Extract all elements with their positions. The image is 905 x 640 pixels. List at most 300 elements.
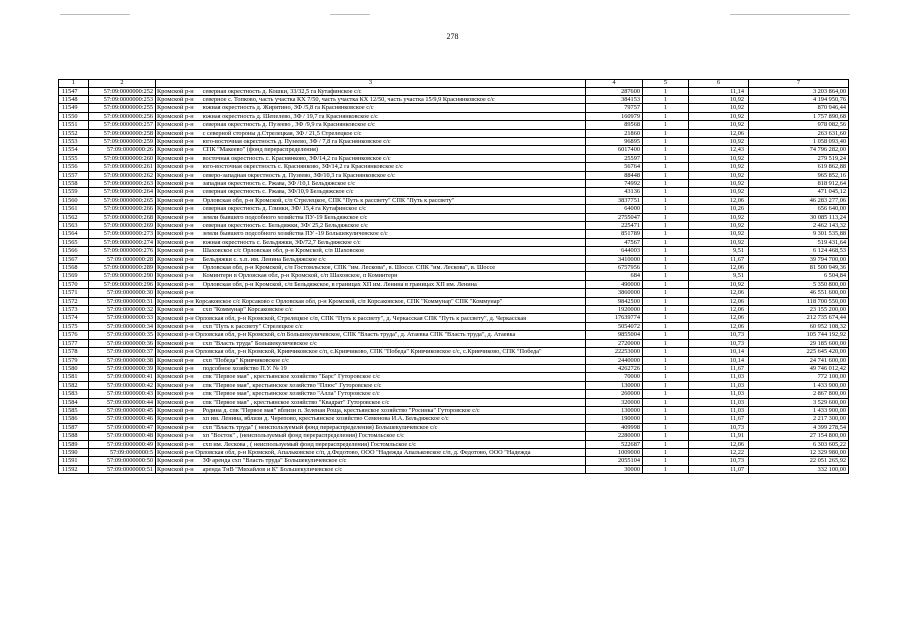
cadastral-number-cell: 57:09:0000000:269 [89, 222, 156, 230]
value-cell: 6 303 605,22 [749, 440, 849, 448]
scan-artifact [60, 14, 130, 15]
rate-cell: 10,73 [689, 339, 749, 347]
land-registry-table-container [58, 79, 848, 474]
row-number-cell: 11589 [59, 440, 89, 448]
district-label: Кромской р-н [157, 339, 194, 347]
cadastral-number-cell: 57:09:0000000:263 [89, 179, 156, 187]
value-cell: 105 744 192,92 [749, 331, 849, 339]
district-label: Кромской р-н [157, 121, 194, 129]
location-description: спк "Первое мая" , крестьянское хозяйство "Квадрат" Гуторовское с/с [202, 398, 390, 406]
row-number-cell: 11559 [59, 188, 89, 196]
cadastral-number-cell: 57:09:0000000:26 [89, 146, 156, 154]
row-number-cell: 11552 [59, 129, 89, 137]
value-cell: 3 203 864,00 [749, 87, 849, 95]
value-cell: 212 735 674,44 [749, 314, 849, 322]
cadastral-number-cell: 57:09:0000000:253 [89, 95, 156, 103]
cadastral-number-cell: 57:09:0000000:274 [89, 238, 156, 246]
value-cell: 870 946,44 [749, 104, 849, 112]
table-row [59, 272, 849, 280]
value-cell: 471 045,12 [749, 188, 849, 196]
location-description: юго-восточная окрестность с. Краснянково, ЗФ/14,2 га Краснянковское с/с [202, 163, 403, 171]
district-label: Кромской р-н [157, 390, 194, 398]
location-cell [156, 95, 586, 103]
row-number-cell: 11568 [59, 264, 89, 272]
count-cell: 1 [643, 432, 689, 440]
table-row [59, 356, 849, 364]
area-cell: 9842500 [586, 297, 643, 305]
value-cell: 818 912,64 [749, 179, 849, 187]
area-cell: 25597 [586, 154, 643, 162]
header-cell: 1 [59, 80, 89, 88]
cadastral-number-cell: 57:09:0000000:255 [89, 104, 156, 112]
row-number-cell: 11564 [59, 230, 89, 238]
rate-cell: 10,92 [689, 222, 749, 230]
location-cell [156, 457, 586, 465]
count-cell: 1 [643, 154, 689, 162]
area-cell: 3410000 [586, 255, 643, 263]
location-cell [156, 255, 586, 263]
location-description: юго-восточная окрестность д. Пузеево, ЗФ / 7,8 га Краснянковское с/с [202, 137, 391, 145]
table-row [59, 289, 849, 297]
location-cell [156, 289, 586, 297]
district-label: Кромской р-н [157, 423, 194, 431]
area-cell: 89568 [586, 121, 643, 129]
cadastral-number-cell: 57:09:0000000:290 [89, 272, 156, 280]
table-row [59, 280, 849, 288]
rate-cell: 10,26 [689, 205, 749, 213]
value-cell: 332 100,00 [749, 465, 849, 473]
location-description: западная окрестность с. Ржава, ЗФ /10,1 Бельдяжское с/с [202, 179, 356, 187]
count-cell: 1 [643, 121, 689, 129]
rate-cell: 10,73 [689, 331, 749, 339]
area-cell: 490000 [586, 280, 643, 288]
value-cell: 1 433 900,00 [749, 406, 849, 414]
location-description: ЗФ аренда схп "Власть труда" Большекуличевское с/с [202, 457, 347, 465]
location-description: северная окрестность с. Бельдяжки, ЗФ/ 25,2 Бельдяжское с/с [202, 222, 368, 229]
area-cell: 70000 [586, 373, 643, 381]
table-row [59, 406, 849, 414]
area-cell: 6017400 [586, 146, 643, 154]
location-cell [156, 390, 586, 398]
cadastral-number-cell: 57:09:0000000:276 [89, 247, 156, 255]
header-cell: 2 [89, 80, 156, 88]
row-number-cell: 11579 [59, 356, 89, 364]
rate-cell: 11,03 [689, 390, 749, 398]
row-number-cell: 11547 [59, 87, 89, 95]
district-label: Кромской р-н [157, 95, 194, 103]
location-cell [156, 205, 586, 213]
header-cell: 5 [643, 80, 689, 88]
table-row [59, 297, 849, 305]
cadastral-number-cell: 57:09:0000000:43 [89, 390, 156, 398]
count-cell: 1 [643, 247, 689, 255]
location-description: схп "Коммунар" Корсаковское с/с [202, 306, 293, 314]
row-number-cell: 11586 [59, 415, 89, 423]
district-label: Кромской р-н [157, 440, 194, 448]
location-description: восточная окрестность с. Краснянково, ЗФ/14,2 га Краснянковское с/с [202, 154, 391, 162]
value-cell: 29 185 600,00 [749, 339, 849, 347]
district-label: Кромской р-н [157, 432, 194, 440]
row-number-cell: 11573 [59, 306, 89, 314]
count-cell: 1 [643, 415, 689, 423]
cadastral-number-cell: 57:09:0000000:36 [89, 339, 156, 347]
row-number-cell: 11592 [59, 465, 89, 473]
row-number-cell: 11569 [59, 272, 89, 280]
area-cell: 130000 [586, 406, 643, 414]
area-cell: 1920000 [586, 306, 643, 314]
district-label: Кромской р-н [157, 264, 194, 272]
count-cell: 1 [643, 230, 689, 238]
district-label: Кромской р-н [157, 398, 194, 406]
location-cell [156, 104, 586, 112]
location-cell [156, 137, 586, 145]
area-cell: 88448 [586, 171, 643, 179]
count-cell: 1 [643, 314, 689, 322]
row-number-cell: 11551 [59, 121, 89, 129]
header-cell: 7 [749, 80, 849, 88]
location-cell [156, 339, 586, 347]
cadastral-number-cell: 57:09:0000000:42 [89, 381, 156, 389]
location-description: Орловская обл, р-н Кромской, Стрелецкое с/п, СПК "Путь к рассвету", д. Черкасская СПК "Путь к рассвету", д. Черкасская [195, 314, 527, 322]
location-cell [156, 440, 586, 448]
location-cell [156, 247, 586, 255]
count-cell: 1 [643, 322, 689, 330]
table-row [59, 179, 849, 187]
rate-cell: 12,22 [689, 448, 749, 456]
value-cell: 4 194 950,76 [749, 95, 849, 103]
value-cell: 2 217 300,00 [749, 415, 849, 423]
area-cell: 287600 [586, 87, 643, 95]
cadastral-number-cell: 57:09:0000000:35 [89, 331, 156, 339]
row-number-cell: 11561 [59, 205, 89, 213]
value-cell: 5 350 800,00 [749, 280, 849, 288]
location-cell [156, 179, 586, 187]
cadastral-number-cell: 57:09:0000000:46 [89, 415, 156, 423]
value-cell: 23 155 200,00 [749, 306, 849, 314]
area-cell: 260000 [586, 390, 643, 398]
row-number-cell: 11588 [59, 432, 89, 440]
value-cell: 619 862,88 [749, 163, 849, 171]
table-row [59, 381, 849, 389]
count-cell: 1 [643, 331, 689, 339]
area-cell: 17639774 [586, 314, 643, 322]
rate-cell: 10,14 [689, 348, 749, 356]
rate-cell: 10,92 [689, 213, 749, 221]
district-label: Кромской р-н [157, 154, 194, 162]
row-number-cell: 11555 [59, 154, 89, 162]
district-label: Кромской р-н [157, 306, 194, 314]
rate-cell: 11,67 [689, 364, 749, 372]
area-cell: 409998 [586, 423, 643, 431]
location-description: Орловская обл, р-н Кромской, с/п Большекуличевское, СПК "Власть труда", д. Атаевка СПК "Власть труда", д. Атаевка [195, 331, 516, 339]
count-cell: 1 [643, 213, 689, 221]
rate-cell: 9,51 [689, 247, 749, 255]
value-cell: 39 794 700,00 [749, 255, 849, 263]
count-cell: 1 [643, 289, 689, 297]
location-cell [156, 87, 586, 95]
cadastral-number-cell: 57:09:0000000:257 [89, 121, 156, 129]
rate-cell: 10,92 [689, 230, 749, 238]
district-label: Кромской р-н [157, 179, 194, 187]
rate-cell: 10,92 [689, 188, 749, 196]
value-cell: 225 645 420,00 [749, 348, 849, 356]
row-number-cell: 11571 [59, 289, 89, 297]
cadastral-number-cell: 57:09:0000000:48 [89, 432, 156, 440]
location-cell [156, 121, 586, 129]
table-row [59, 465, 849, 473]
cadastral-number-cell: 57:09:0000000:33 [89, 314, 156, 322]
count-cell: 1 [643, 306, 689, 314]
location-cell [156, 188, 586, 196]
row-number-cell: 11576 [59, 331, 89, 339]
location-description: подсобное хозяйство П.У. № 19 [202, 364, 287, 372]
table-row [59, 196, 849, 204]
row-number-cell: 11591 [59, 457, 89, 465]
rate-cell: 12,06 [689, 264, 749, 272]
location-description: с северной стороны д.Стрелецкая, ЗФ / 21,5 Стрелецкое с/с [202, 129, 362, 137]
location-description: северная окрестность д. Кошки, 33/32,5 га Кутафинское с/с [202, 87, 362, 95]
table-row [59, 205, 849, 213]
cadastral-number-cell: 57:09:0000000:51 [89, 465, 156, 473]
row-number-cell: 11580 [59, 364, 89, 372]
location-description: северное с. Топково, часть участка КХ 7/50, часть участка КХ 12/50, часть участка 15/9,9 Краснянковское с/с [202, 95, 495, 103]
location-description: Шаховское с/с Орловская обл, р-н Кромской, с/п Шаховское [202, 247, 365, 255]
location-cell [156, 171, 586, 179]
value-cell: 1 058 093,40 [749, 137, 849, 145]
district-label: Кромской р-н [157, 381, 194, 389]
rate-cell: 11,67 [689, 415, 749, 423]
table-row [59, 137, 849, 145]
district-label: Кромской р-н [157, 322, 194, 330]
location-cell [156, 314, 586, 322]
cadastral-number-cell: 57:09:0000000:260 [89, 154, 156, 162]
cadastral-number-cell: 57:09:0000000:5 [89, 448, 156, 456]
rate-cell: 10,73 [689, 457, 749, 465]
rate-cell: 12,06 [689, 289, 749, 297]
table-row [59, 146, 849, 154]
value-cell: 24 741 600,00 [749, 356, 849, 364]
district-label: Кромской р-н [157, 356, 194, 364]
cadastral-number-cell: 57:09:0000000:44 [89, 398, 156, 406]
count-cell: 1 [643, 364, 689, 372]
cadastral-number-cell: 57:09:0000000:258 [89, 129, 156, 137]
land-registry-table [58, 79, 849, 474]
value-cell: 656 640,00 [749, 205, 849, 213]
row-number-cell: 11562 [59, 213, 89, 221]
table-row [59, 415, 849, 423]
cadastral-number-cell: 57:09:0000000:45 [89, 406, 156, 414]
location-cell [156, 112, 586, 120]
count-cell: 1 [643, 205, 689, 213]
cadastral-number-cell: 57:09:0000000:264 [89, 188, 156, 196]
location-cell [156, 222, 586, 230]
district-label: Кромской р-н [157, 364, 194, 372]
table-row [59, 306, 849, 314]
area-cell: 225471 [586, 222, 643, 230]
count-cell: 1 [643, 398, 689, 406]
value-cell: 46 283 277,06 [749, 196, 849, 204]
district-label: Кромской р-н [157, 171, 194, 179]
location-cell [156, 373, 586, 381]
row-number-cell: 11560 [59, 196, 89, 204]
location-cell [156, 264, 586, 272]
district-label: Кромской р-н [157, 297, 194, 305]
row-number-cell: 11565 [59, 238, 89, 246]
value-cell: 27 154 800,00 [749, 432, 849, 440]
table-row [59, 314, 849, 322]
rate-cell: 11,03 [689, 398, 749, 406]
cadastral-number-cell: 57:09:0000000:37 [89, 348, 156, 356]
area-cell: 2440000 [586, 356, 643, 364]
location-description: южная окрестность с. Бельдяжки, ЗФ/72,7 Бельдяжское с/с [202, 238, 361, 246]
location-cell [156, 163, 586, 171]
area-cell: 30000 [586, 465, 643, 473]
area-cell: 1009000 [586, 448, 643, 456]
location-cell [156, 406, 586, 414]
location-description: Родина д. спк "Первое мая" вблизи п. Зеленая Роща, крестьянское хозяйство "Росинка" Гуторовское с/с [202, 406, 480, 414]
district-label: Кромской р-н [157, 280, 194, 288]
page-number: 278 [446, 32, 459, 41]
count-cell: 1 [643, 222, 689, 230]
header-cell: 6 [689, 80, 749, 88]
rate-cell: 12,06 [689, 314, 749, 322]
count-cell: 1 [643, 95, 689, 103]
cadastral-number-cell: 57:09:0000000:265 [89, 196, 156, 204]
district-label: Кромской р-н [157, 163, 194, 171]
location-description: северная окрестность д. Пузеево , ЗФ /9,9 га Краснянковское с/с [202, 121, 375, 129]
table-row [59, 322, 849, 330]
area-cell: 2055104 [586, 457, 643, 465]
cadastral-number-cell: 57:09:0000000:39 [89, 364, 156, 372]
rate-cell: 10,92 [689, 171, 749, 179]
location-description: СПК "Макеево" (фонд перераспределения) [202, 146, 318, 154]
rate-cell: 10,92 [689, 112, 749, 120]
value-cell: 30 085 113,24 [749, 213, 849, 221]
location-cell [156, 448, 586, 456]
count-cell: 1 [643, 129, 689, 137]
cadastral-number-cell: 57:09:0000000:252 [89, 87, 156, 95]
count-cell: 1 [643, 112, 689, 120]
rate-cell: 11,91 [689, 432, 749, 440]
value-cell: 519 431,64 [749, 238, 849, 246]
header-cell: 3 [156, 80, 586, 88]
area-cell: 384153 [586, 95, 643, 103]
rate-cell: 11,07 [689, 465, 749, 473]
location-cell [156, 348, 586, 356]
table-row [59, 423, 849, 431]
location-description: южная окрестность д. Шепелево, ЗФ / 19,7 га Краснянковское с/с [202, 112, 378, 120]
row-number-cell: 11585 [59, 406, 89, 414]
table-row [59, 188, 849, 196]
cadastral-number-cell: 57:09:0000000:30 [89, 289, 156, 297]
area-cell: 22253000 [586, 348, 643, 356]
table-row [59, 440, 849, 448]
table-row [59, 432, 849, 440]
area-cell: 6757956 [586, 264, 643, 272]
cadastral-number-cell: 57:09:0000000:34 [89, 322, 156, 330]
count-cell: 1 [643, 188, 689, 196]
district-label: Кромской р-н [157, 255, 194, 263]
area-cell: 644003 [586, 247, 643, 255]
rate-cell: 11,67 [689, 255, 749, 263]
count-cell: 1 [643, 171, 689, 179]
area-cell: 21860 [586, 129, 643, 137]
value-cell: 2 462 143,32 [749, 222, 849, 230]
cadastral-number-cell: 57:09:0000000:47 [89, 423, 156, 431]
location-cell [156, 381, 586, 389]
table-row [59, 255, 849, 263]
district-label: Кромской р-н [157, 238, 194, 246]
row-number-cell: 11584 [59, 398, 89, 406]
row-number-cell: 11581 [59, 373, 89, 381]
row-number-cell: 11574 [59, 314, 89, 322]
value-cell: 1 757 890,68 [749, 112, 849, 120]
location-cell [156, 280, 586, 288]
area-cell: 64000 [586, 205, 643, 213]
cadastral-number-cell: 57:09:0000000:50 [89, 457, 156, 465]
row-number-cell: 11590 [59, 448, 89, 456]
count-cell: 1 [643, 381, 689, 389]
cadastral-number-cell: 57:09:0000000:268 [89, 213, 156, 221]
location-cell [156, 146, 586, 154]
location-description: схп им. Лескова , ( неиспользуемый фонд перераспределения) Гостомльское с/с [202, 440, 417, 448]
row-number-cell: 11578 [59, 348, 89, 356]
value-cell: 22 051 265,92 [749, 457, 849, 465]
location-description: аренда ТнВ "Михайлов и К" Большекуличевское с/с [202, 465, 343, 473]
rate-cell: 10,92 [689, 104, 749, 112]
count-cell: 1 [643, 390, 689, 398]
location-description: Орловская обл, р-н Кромской, Кривчиковское с/п, с.Кривчиково, СПК "Победа" Кривчиковское с/с, с.Кривчиково, СПК "Победа" [195, 348, 542, 356]
location-cell [156, 230, 586, 238]
area-cell: 43136 [586, 188, 643, 196]
rate-cell: 10,92 [689, 95, 749, 103]
table-row [59, 373, 849, 381]
row-number-cell: 11566 [59, 247, 89, 255]
area-cell: 96895 [586, 137, 643, 145]
table-row [59, 112, 849, 120]
value-cell: 12 329 980,00 [749, 448, 849, 456]
table-row [59, 222, 849, 230]
rate-cell: 12,06 [689, 322, 749, 330]
district-label: Кромской р-н [157, 146, 194, 154]
area-cell: 47567 [586, 238, 643, 246]
table-row [59, 331, 849, 339]
row-number-cell: 11553 [59, 137, 89, 145]
district-label: Кромской р-н [157, 314, 194, 322]
value-cell: 3 529 600,00 [749, 398, 849, 406]
location-cell [156, 423, 586, 431]
table-row [59, 398, 849, 406]
count-cell: 1 [643, 264, 689, 272]
row-number-cell: 11575 [59, 322, 89, 330]
row-number-cell: 11570 [59, 280, 89, 288]
location-cell [156, 331, 586, 339]
row-number-cell: 11587 [59, 423, 89, 431]
location-cell [156, 432, 586, 440]
rate-cell: 10,92 [689, 238, 749, 246]
location-cell [156, 129, 586, 137]
district-label: Кромской р-н [157, 415, 194, 423]
cadastral-number-cell: 57:09:0000000:32 [89, 306, 156, 314]
district-label: Кромской р-н [157, 457, 194, 465]
district-label: Кромской р-н [157, 104, 194, 112]
rate-cell: 10,14 [689, 356, 749, 364]
rate-cell: 10,92 [689, 121, 749, 129]
district-label: Кромской р-н [157, 272, 194, 280]
value-cell: 9 301 535,88 [749, 230, 849, 238]
row-number-cell: 11549 [59, 104, 89, 112]
table-row [59, 163, 849, 171]
